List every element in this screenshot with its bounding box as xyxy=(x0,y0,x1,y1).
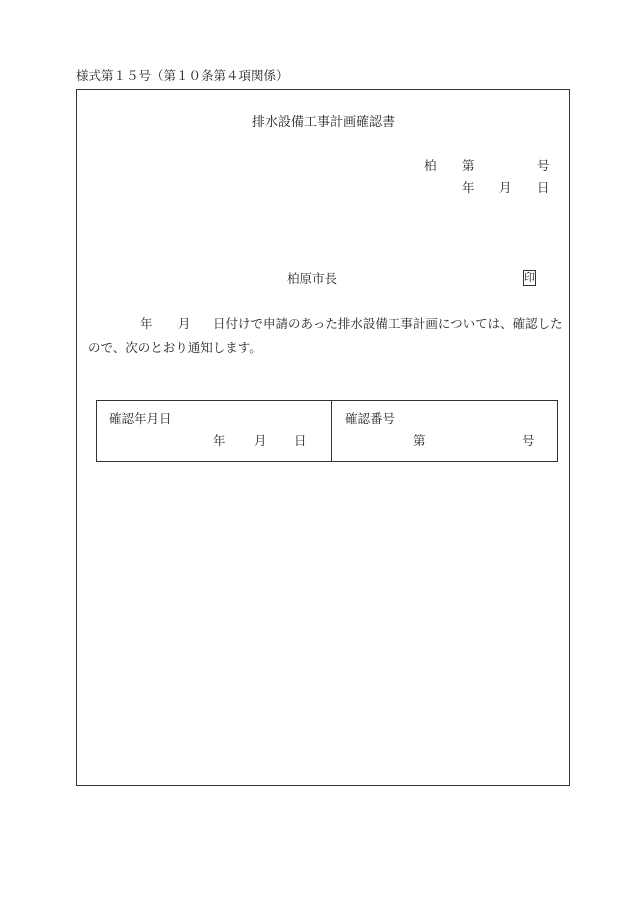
confirm-date-day: 日 xyxy=(294,433,307,448)
confirm-number-label: 確認番号 xyxy=(345,411,396,426)
body-year-label: 年 xyxy=(140,316,153,331)
confirm-date-label: 確認年月日 xyxy=(109,411,172,426)
confirm-date-month: 月 xyxy=(254,433,267,448)
mayor-title: 柏原市長 xyxy=(287,271,338,286)
body-month-label: 月 xyxy=(178,316,191,331)
confirmation-table xyxy=(96,400,558,462)
document-title: 排水設備工事計画確認書 xyxy=(252,115,396,130)
date-year-label: 年 xyxy=(462,180,475,195)
date-month-label: 月 xyxy=(499,180,512,195)
confirm-number-go: 号 xyxy=(522,433,535,448)
confirm-number-dai: 第 xyxy=(413,433,426,448)
doc-number-dai: 第 xyxy=(462,158,475,173)
confirmation-table-divider xyxy=(331,400,332,462)
form-reference: 様式第１５号（第１０条第４項関係） xyxy=(76,68,289,83)
body-text-line1: 日付けで申請のあった排水設備工事計画については、確認した xyxy=(213,316,563,331)
body-text-line2: ので、次のとおり通知します。 xyxy=(88,340,262,355)
date-day-label: 日 xyxy=(537,180,550,195)
seal-mark: 印 xyxy=(524,271,535,284)
confirm-date-year: 年 xyxy=(213,433,226,448)
doc-number-go: 号 xyxy=(537,158,550,173)
doc-number-prefix: 柏 xyxy=(424,158,437,173)
